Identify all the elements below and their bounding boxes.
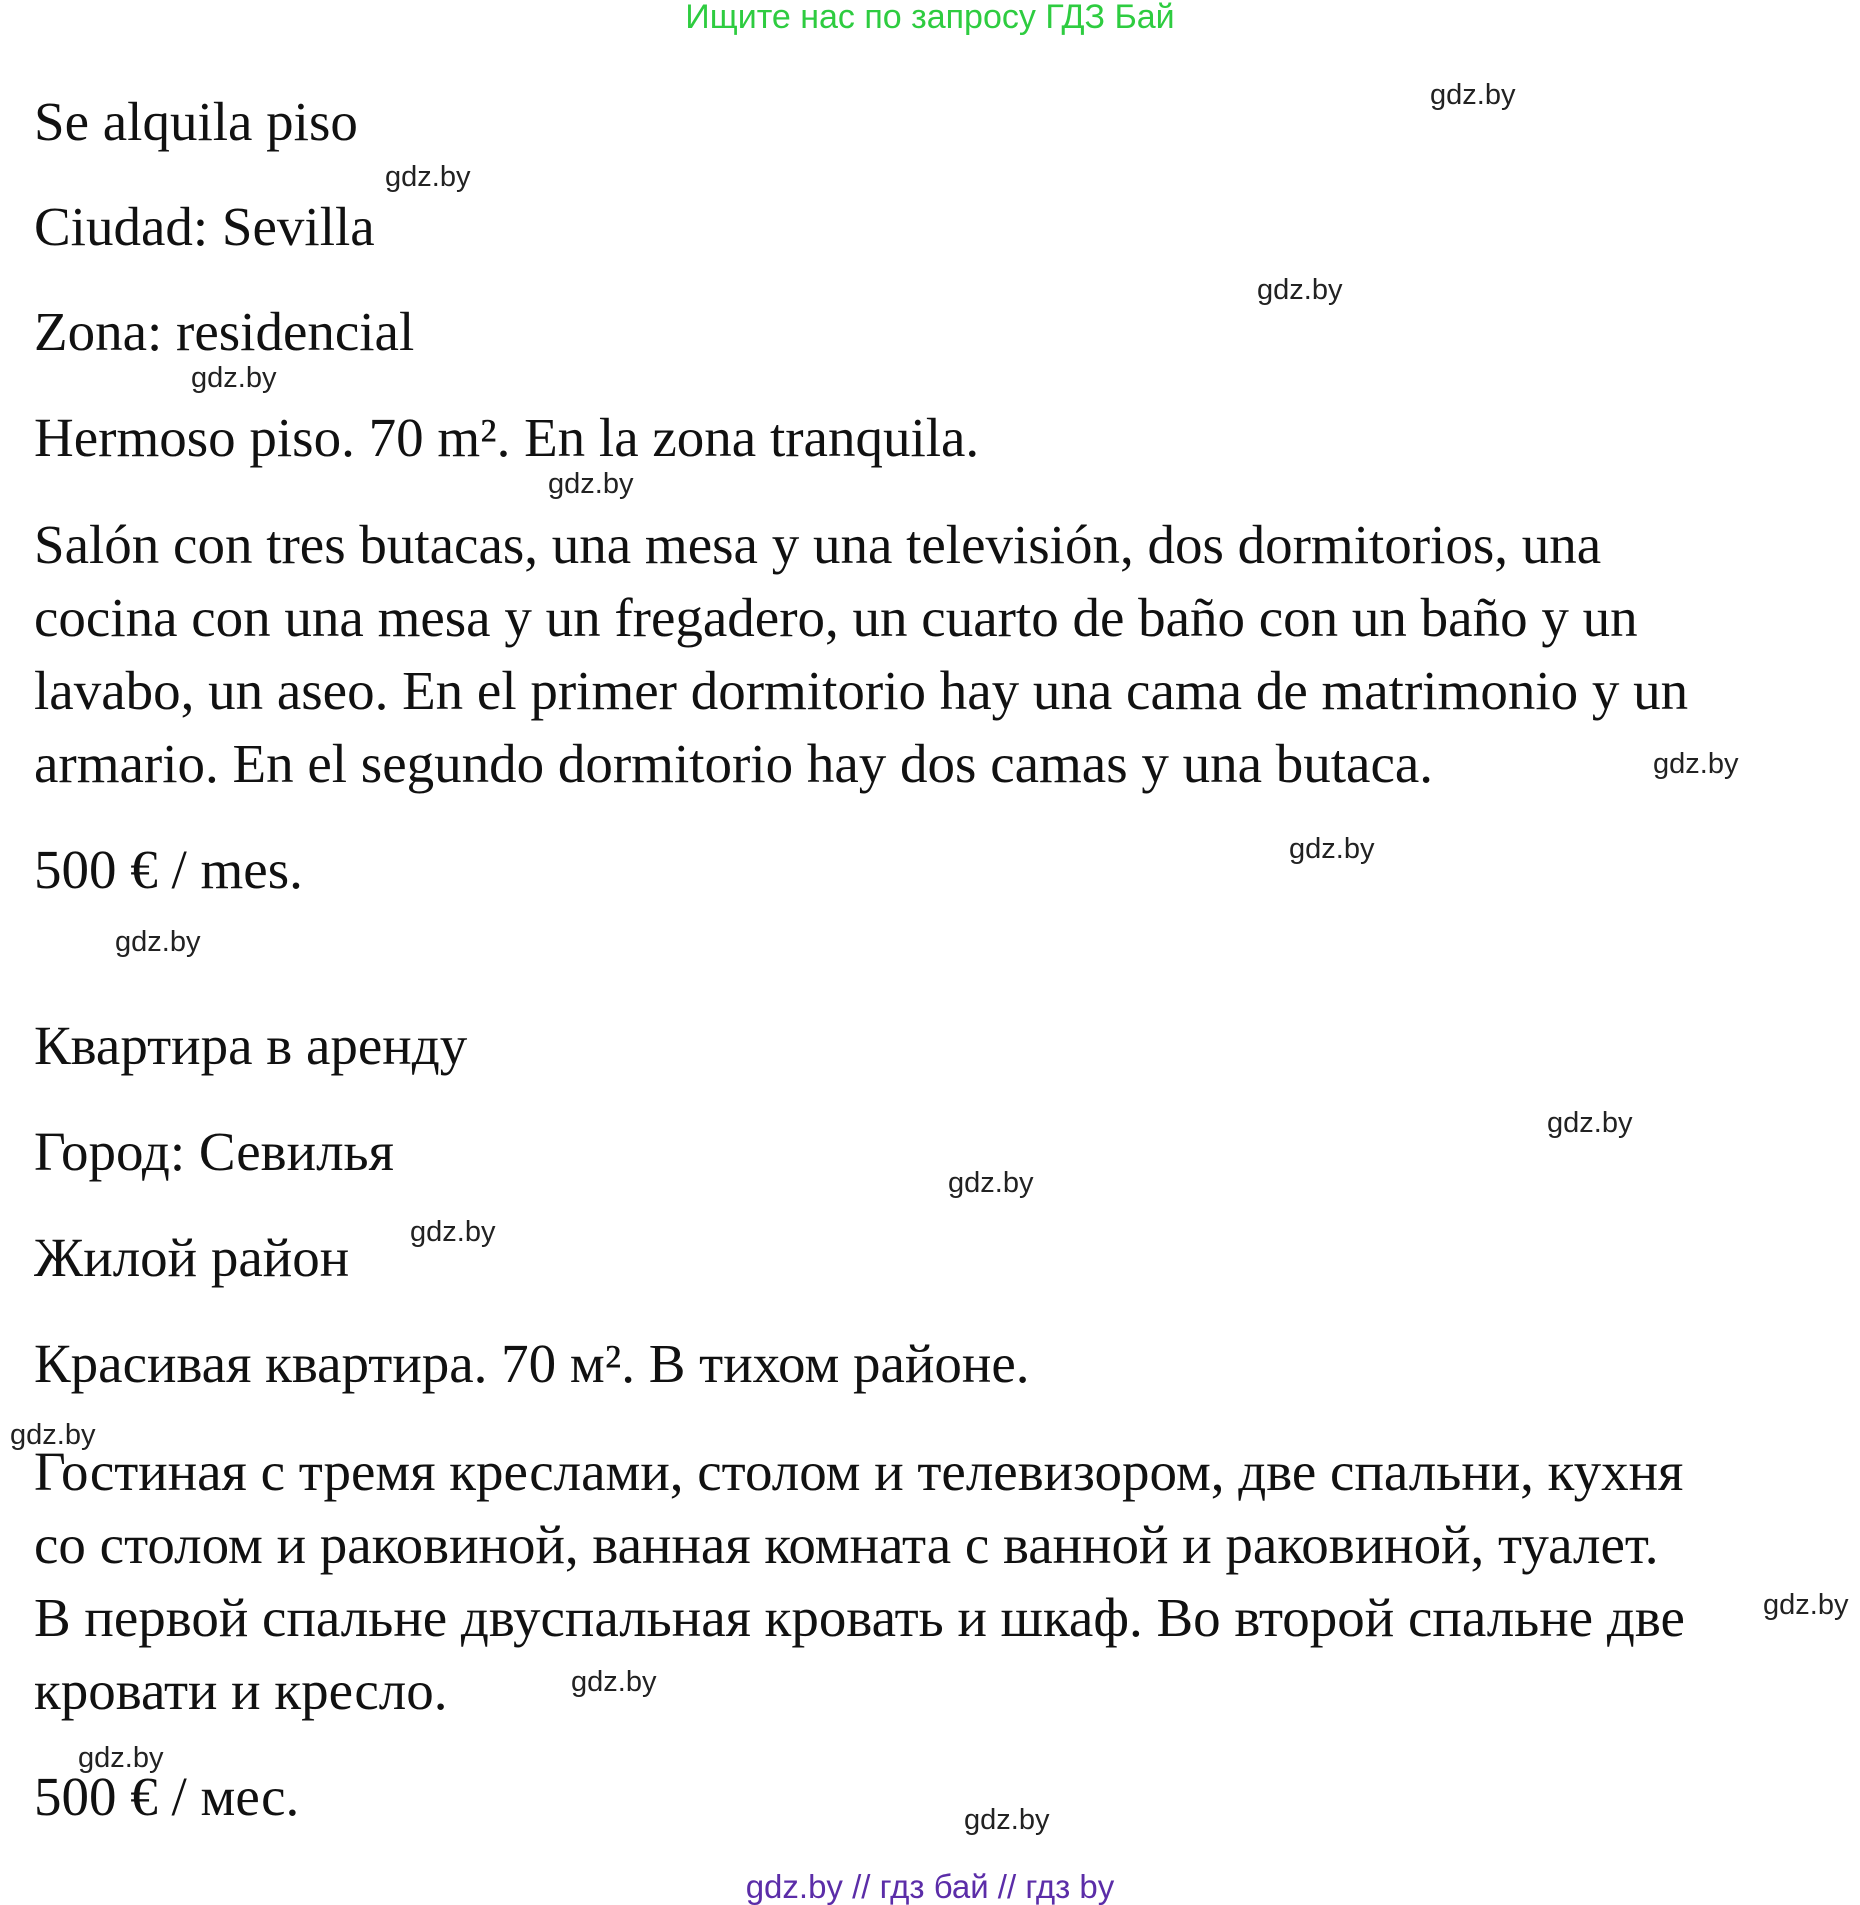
russian-zone: Жилой район (34, 1227, 350, 1288)
footer-links[interactable]: gdz.by // гдз бай // гдз by (745, 1868, 1115, 1905)
spanish-description (34, 508, 1834, 800)
watermark: gdz.by (115, 926, 201, 958)
watermark: gdz.by (410, 1216, 496, 1248)
watermark: gdz.by (548, 468, 634, 500)
spanish-description-line: lavabo, un aseo. En el primer dormitorio hay una cama de matrimonio y un (34, 660, 1689, 721)
russian-summary: Красивая квартира. 70 м². В тихом районе. (34, 1333, 1030, 1394)
spanish-title: Se alquila piso (34, 91, 358, 152)
watermark: gdz.by (1257, 274, 1343, 306)
watermark: gdz.by (78, 1742, 164, 1774)
spanish-city: Ciudad: Sevilla (34, 196, 375, 257)
russian-description (34, 1435, 1834, 1727)
watermark: gdz.by (1430, 79, 1516, 111)
russian-description-line: кровати и кресло. (34, 1660, 448, 1721)
watermark: gdz.by (385, 161, 471, 193)
russian-description-line: Гостиная с тремя креслами, столом и телевизором, две спальни, кухня (34, 1441, 1684, 1502)
watermark: gdz.by (191, 362, 277, 394)
watermark: gdz.by (1547, 1107, 1633, 1139)
watermark: gdz.by (1653, 748, 1739, 780)
russian-description-line: В первой спальне двуспальная кровать и шкаф. Во второй спальне две (34, 1587, 1685, 1648)
spanish-zone: Zona: residencial (34, 301, 415, 362)
watermark: gdz.by (1289, 833, 1375, 865)
spanish-description-line: cocina con una mesa y un fregadero, un cuarto de baño con un baño y un (34, 587, 1638, 648)
russian-title: Квартира в аренду (34, 1015, 468, 1076)
watermark: gdz.by (964, 1804, 1050, 1836)
watermark: gdz.by (1763, 1589, 1849, 1621)
watermark: gdz.by (10, 1419, 96, 1451)
watermark: gdz.by (571, 1666, 657, 1698)
spanish-price: 500 € / mes. (34, 839, 303, 900)
spanish-description-line: armario. En el segundo dormitorio hay dos camas y una butaca. (34, 733, 1434, 794)
spanish-summary: Hermoso piso. 70 m². En la zona tranquila. (34, 407, 980, 468)
spanish-description-line: Salón con tres butacas, una mesa y una televisión, dos dormitorios, una (34, 514, 1602, 575)
top-banner: Ищите нас по запросу ГДЗ Бай (685, 0, 1175, 36)
russian-price: 500 € / мес. (34, 1766, 300, 1827)
russian-city: Город: Севилья (34, 1121, 394, 1182)
watermark: gdz.by (948, 1167, 1034, 1199)
russian-description-line: со столом и раковиной, ванная комната с ванной и раковиной, туалет. (34, 1514, 1659, 1575)
